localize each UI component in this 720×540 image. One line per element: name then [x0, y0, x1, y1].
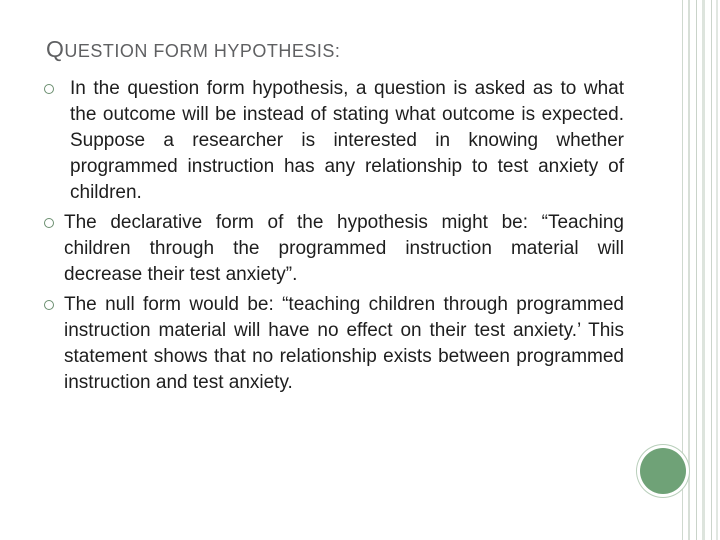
- hollow-circle-bullet-icon: [44, 218, 54, 228]
- bullet-item: [44, 210, 624, 288]
- decorative-stripe: [711, 0, 712, 540]
- decorative-stripe: [696, 0, 697, 540]
- bullet-list: [44, 76, 624, 400]
- bullet-item: [44, 292, 624, 396]
- hollow-circle-bullet-icon: [44, 300, 54, 310]
- decorative-stripe: [716, 0, 718, 540]
- green-circle-decoration-icon: [640, 448, 686, 494]
- decorative-stripe: [688, 0, 690, 540]
- bullet-text: In the question form hypothesis, a question is asked as to what the outcome will be instead of stating what outcome is expected. Suppose a researcher is interested in knowing whether programmed instruction has any relationship to test anxiety of children.: [70, 78, 624, 203]
- bullet-item: [44, 76, 624, 206]
- bullet-text: The null form would be: “teaching children through programmed instruction material will have no effect on their test anxiety.’ This statement shows that no relationship exists between programmed instruction and test anxiety.: [64, 294, 624, 393]
- decorative-stripe: [702, 0, 705, 540]
- slide-title-rest: UESTION FORM HYPOTHESIS:: [64, 41, 341, 61]
- hollow-circle-bullet-icon: [44, 84, 54, 94]
- slide-title-initial: Q: [46, 36, 65, 62]
- slide-title: [46, 28, 340, 65]
- bullet-text: The declarative form of the hypothesis might be: “Teaching children through the programmed instruction material will decrease their test anxiety”.: [64, 212, 624, 285]
